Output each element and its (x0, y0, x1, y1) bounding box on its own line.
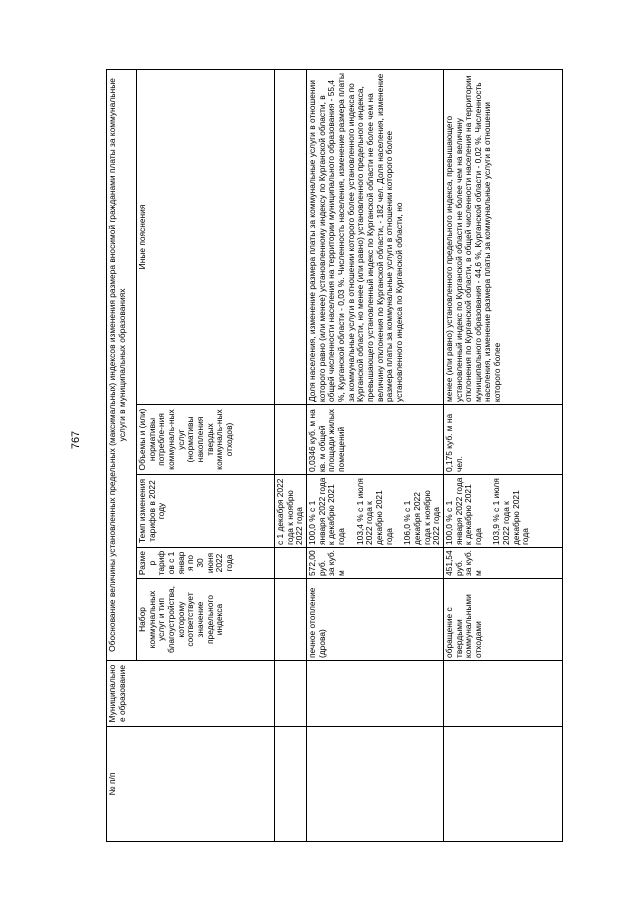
page-number: 767 (70, 430, 82, 450)
row-tariff: 572,00 руб. за куб. м (306, 548, 443, 579)
rate-block: 106,0 % с 1 декабря 2022 года к ноябрю 2022 года (402, 490, 442, 545)
table-row (443, 69, 562, 841)
row-notes: менее (или равно) установленного предельного индекса, превышающего установленный индекс по Курганской области не более чем на величину отклонения по Курганской области, в общей численности населения на территории муниципального образования - 44,6 %, Курганской области - 0,02 %. Численность населения, изменение размера платы за коммунальные услуги в отношении которого более (443, 69, 562, 404)
header-tariff-rate: Темп изменения тарифов в 2022 году (137, 475, 275, 548)
row-tariff-rate (443, 475, 562, 548)
header-justification: Обоснование величины установленных предельных (максимальных) индексов изменения размера вносимой гражданами платы за коммунальные услуги в муниципальных образованиях (107, 69, 137, 660)
row-tariff-rate (306, 475, 443, 548)
continuation-tariff-rate: с 1 декабря 2022 года к ноябрю 2022 года (275, 475, 307, 548)
header-volumes: Объемы и (или) нормативы потребле-ния коммуналь-ных услуг (нормативы накопления твердых коммуналь-ных отходов) (137, 405, 275, 475)
tariff-justification-table (106, 69, 563, 842)
header-row-top (107, 69, 137, 841)
header-service-set: Набор коммунальных услуг и тип благоустройства, которому соответствует значение предельного индекса (137, 579, 275, 661)
rate-block: 100,0 % с 1 января 2022 года к декабрю 2021 года (443, 477, 483, 545)
header-municipality: Муниципальное образование (107, 661, 275, 727)
table-row (306, 69, 443, 841)
row-service: печное отопление (дрова) (306, 579, 443, 661)
header-notes: Иные пояснения (137, 69, 275, 404)
rate-block: 100,0 % с 1 января 2022 года к декабрю 2021 года (306, 477, 346, 545)
header-tariff-size: Размер тарифов с 1 января по 30 июня 2022 года (137, 548, 275, 579)
rate-block: 103,4 % с 1 июля 2022 года к декабрю 2021 года (354, 478, 394, 545)
header-num: № п/п (107, 727, 275, 842)
rotated-table-wrapper (106, 70, 540, 842)
rate-block: 103,9 % с 1 июля 2022 года к декабрю 2021 года (491, 478, 531, 545)
row-volume: 0,0346 куб. м на кв. м общей площади жилых помещений (306, 405, 443, 475)
row-tariff: 451,54 руб. за куб. м (443, 548, 562, 579)
row-notes: Доля населения, изменение размера платы за коммунальные услуги в отношении которого равно (или менее) установленному индексу по Курганской области, в общей численности населения на территории муниципального образования - 55,4 %, Курганской области - 0,03 %. Численность населения, изменение размера платы за коммунальные услуги в отношении которого более установленного индекса по Курганской области, но менее (или равно) установленного предельного индекса, превышающего установленный индекс по Курганской области не более чем на величину отклонения по Курганской области, - 182 чел. Доля населения, изменение размера платы за коммунальные услуги в отношении которого более установленного индекса по Курганской области, но (306, 69, 443, 404)
continuation-row (275, 69, 307, 841)
row-service: обращение с твердыми коммунальными отходами (443, 579, 562, 661)
row-volume: 0,175 куб. м на чел. (443, 405, 562, 475)
